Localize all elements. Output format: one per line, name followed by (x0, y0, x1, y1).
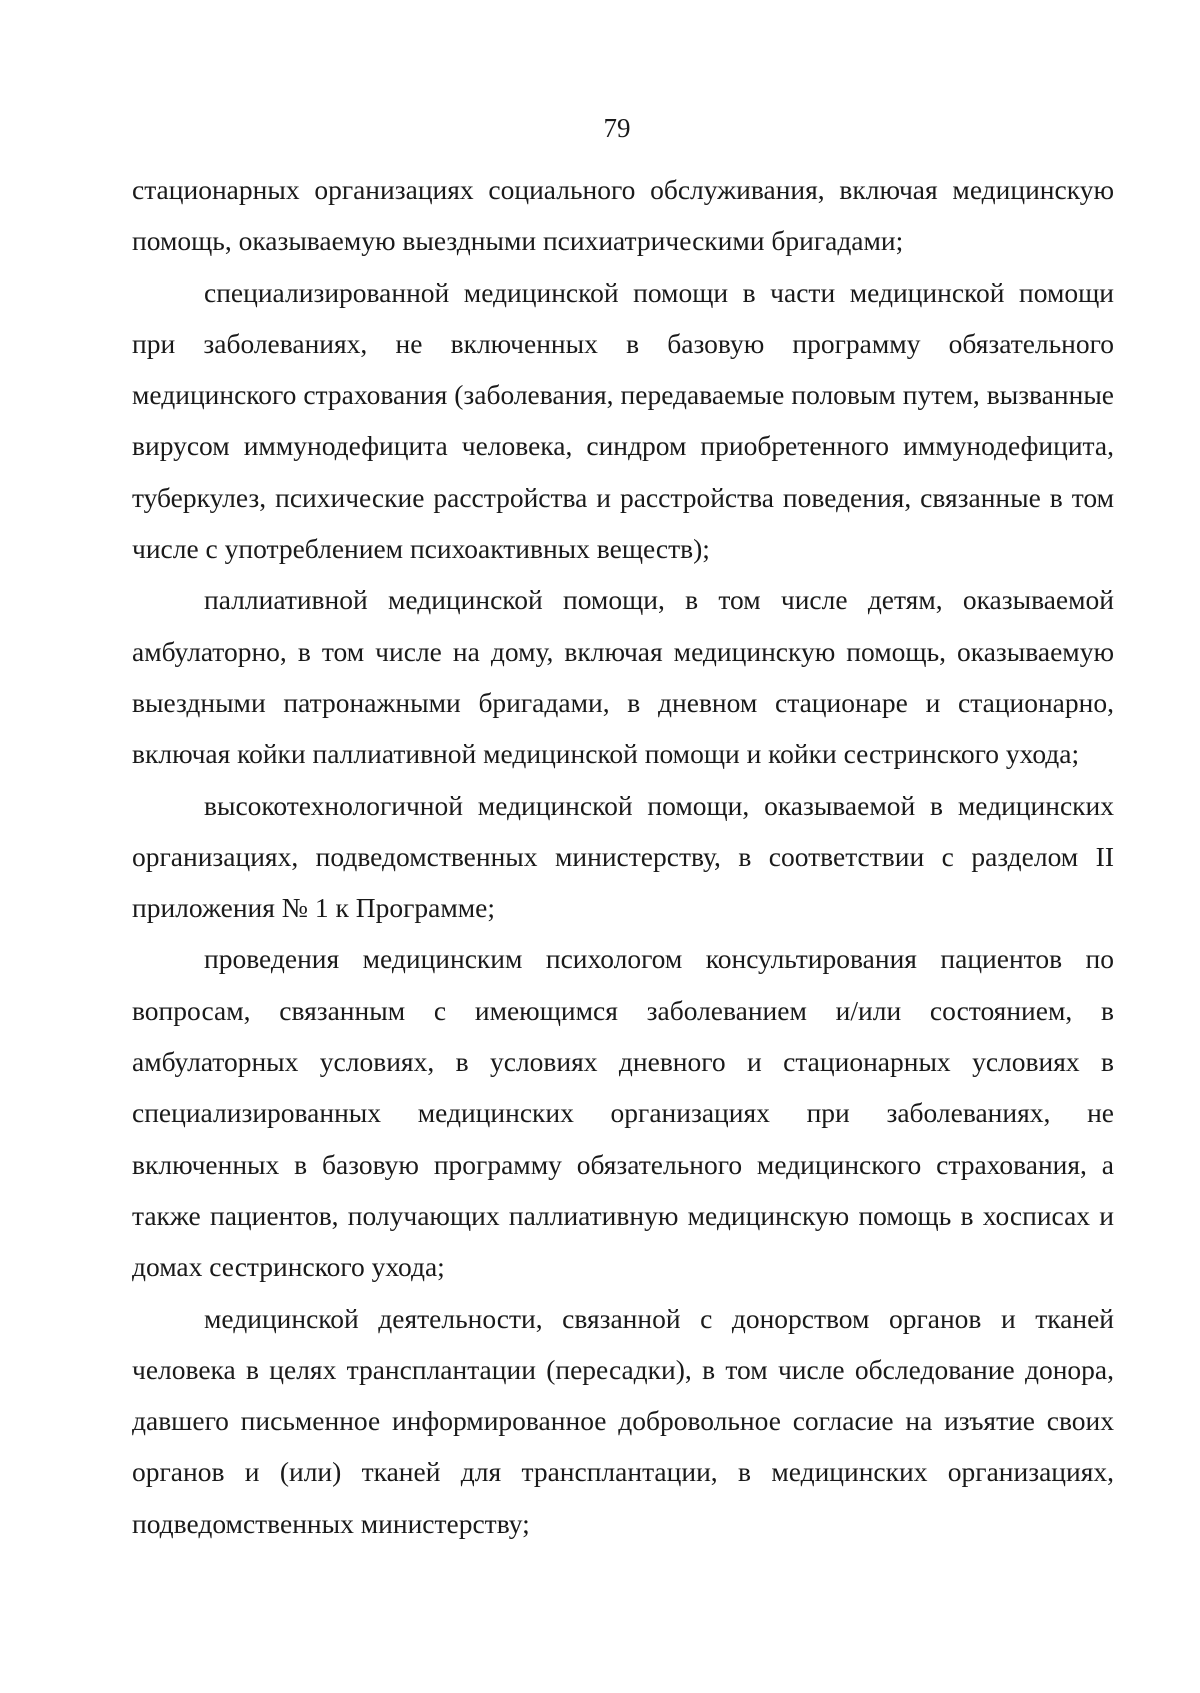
paragraph-palliative-care: паллиативной медицинской помощи, в том числе детям, оказываемой амбулаторно, в том числе на дому, включая медицинскую помощь, оказываемую выездными патронажными бригадами, в дневном стационаре и стационарно, включая койки паллиативной медицинской помощи и койки сестринского ухода; (132, 584, 1114, 770)
paragraph-high-tech-care: высокотехнологичной медицинской помощи, оказываемой в медицинских организациях, подведомственных министерству, в соответствии с разделом II приложения № 1 к Программе; (132, 789, 1114, 924)
paragraph-organ-donation: медицинской деятельности, связанной с донорством органов и тканей человека в целях трансплантации (пересадки), в том числе обследование донора, давшего письменное информированное добровольное согласие на изъятие своих органов и (или) тканей для трансплантации, в медицинских организациях, подведомственных министерству; (132, 1302, 1114, 1539)
paragraph-inpatient-social-care: стационарных организациях социального обслуживания, включая медицинскую помощь, оказываемую выездными психиатрическими бригадами; (132, 174, 1114, 257)
page-number: 79 (603, 113, 631, 143)
document-body (132, 164, 1114, 1549)
paragraph-specialized-care: специализированной медицинской помощи в части медицинской помощи при заболеваниях, не включенных в базовую программу обязательного медицинского страхования (заболевания, передаваемые половым путем, вызванные вирусом иммунодефицита человека, синдром приобретенного иммунодефицита, туберкулез, психические расстройства и расстройства поведения, связанные в том числе с употреблением психоактивных веществ); (132, 276, 1114, 565)
paragraph-psychologist-counseling: проведения медицинским психологом консультирования пациентов по вопросам, связанным с имеющимся заболеванием и/или состоянием, в амбулаторных условиях, в условиях дневного и стационарных условиях в специализированных медицинских организациях при заболеваниях, не включенных в базовую программу обязательного медицинского страхования, а также пациентов, получающих паллиативную медицинскую помощь в хосписах и домах сестринского ухода; (132, 943, 1114, 1283)
